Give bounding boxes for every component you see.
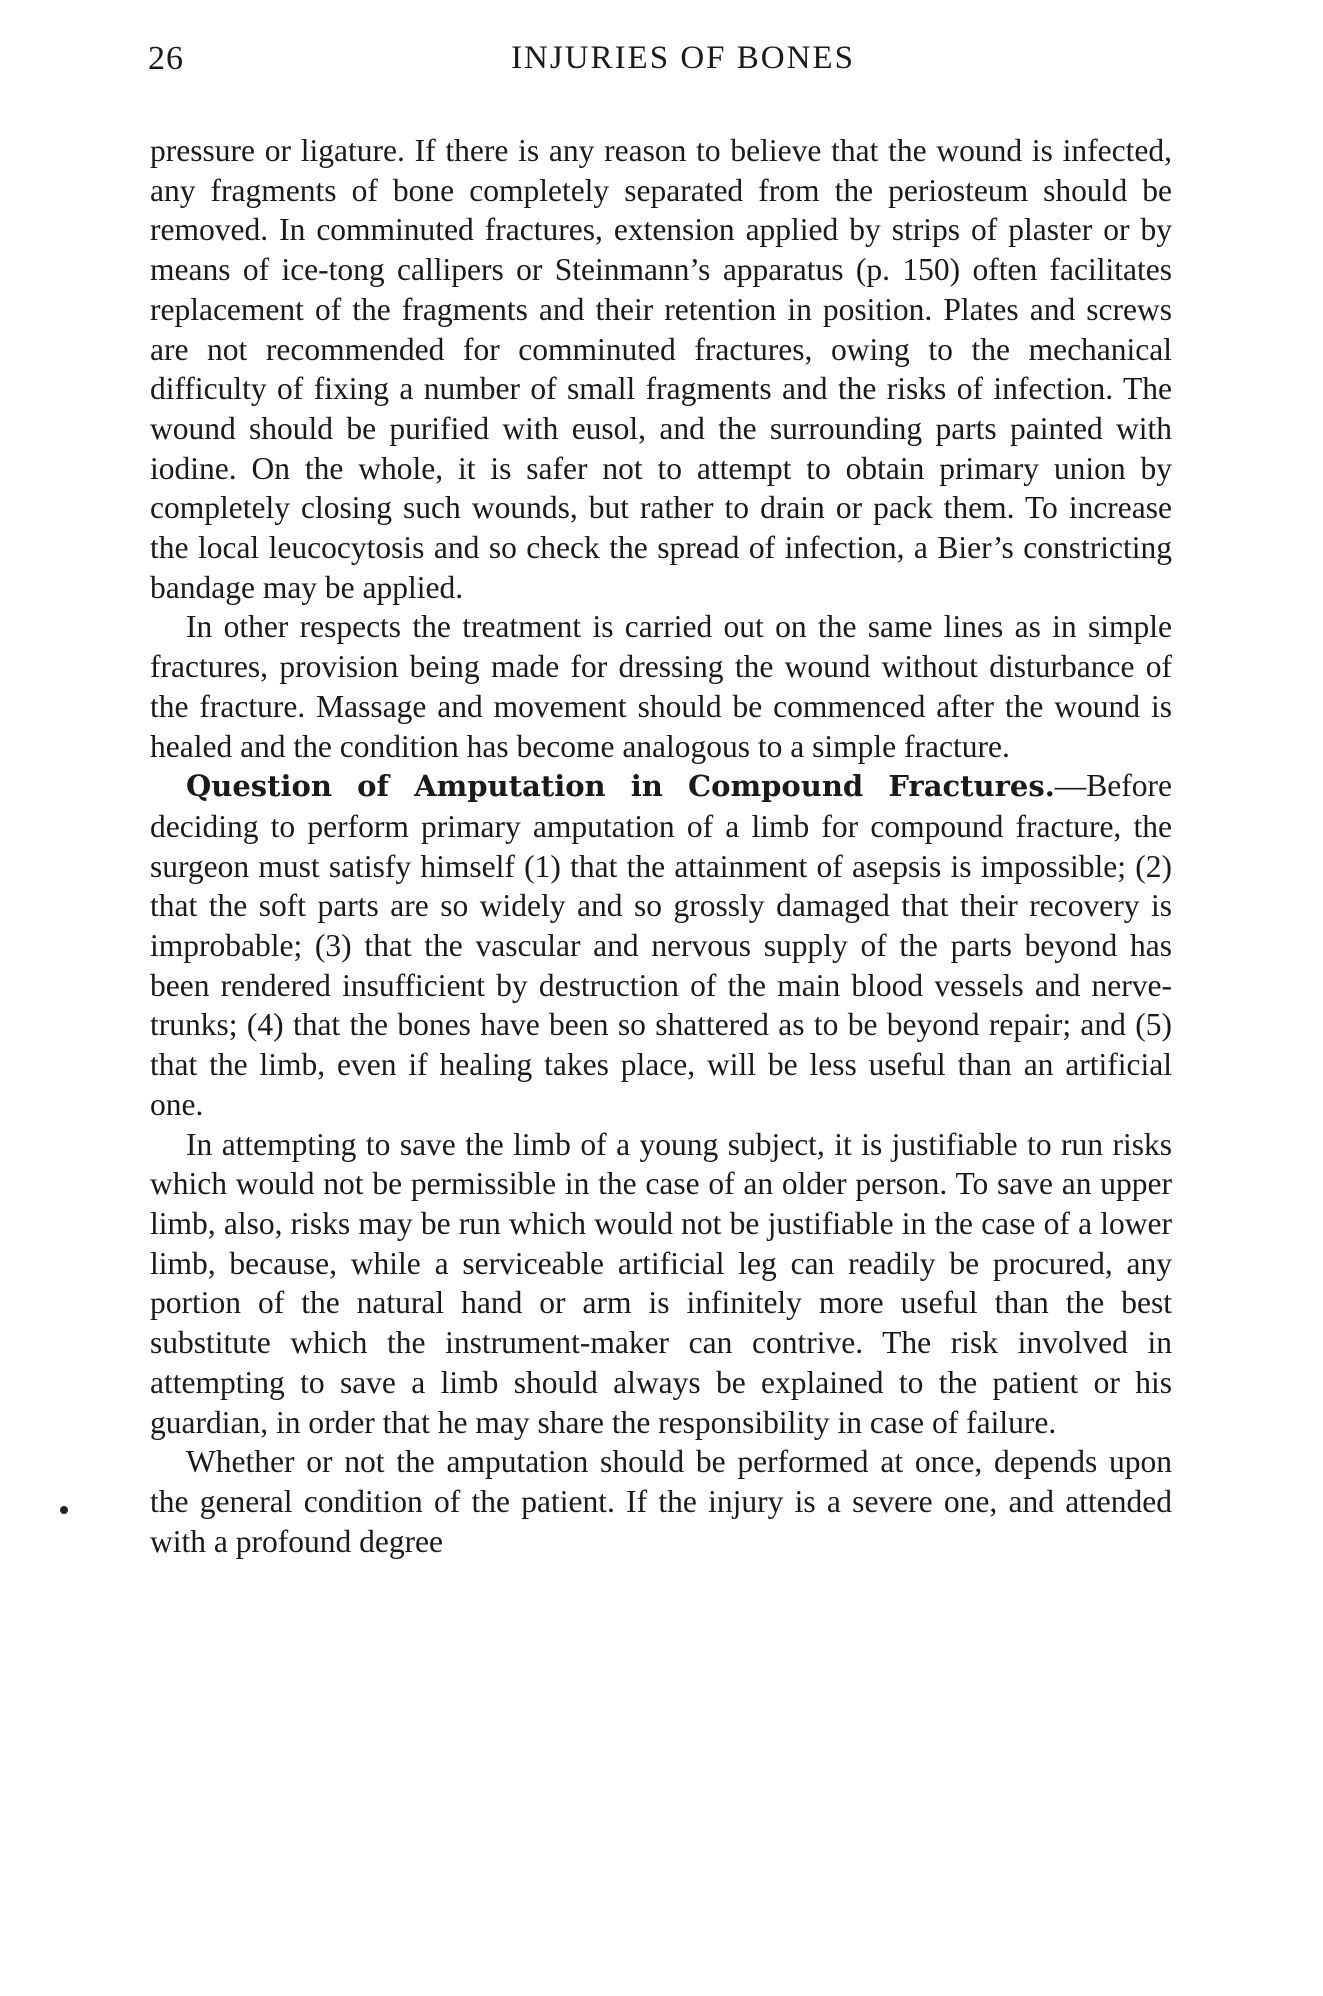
body-text [150, 131, 1172, 1561]
paragraph-amputation [150, 766, 1172, 1124]
section-heading: Question of Amputation in Compound Fractures. [186, 769, 1055, 804]
page-header [148, 40, 1178, 90]
paragraph-text: In attempting to save the limb of a young subject, it is justifiable to run risks which would not be permissible in the case of an older person. To save an upper limb, also, risks may be run which would not be justifiable in the case of a lower limb, because, while a serviceable artificial leg can readily be procured, any portion of the natural hand or arm is infinitely more useful than the best substitute which the instrument-maker can contrive. The risk involved in attempting to save a limb should always be explained to the patient or his guardian, in order that he may share the responsibility in case of failure. [150, 1126, 1172, 1440]
paragraph-text: pressure or ligature. If there is any reason to believe that the wound is infected, any fragments of bone completely separated from the periosteum should be removed. In comminuted fractures, extension applied by strips of plaster or by means of ice-tong callipers or Steinmann’s apparatus (p. 150) often facilitates replacement of the fragments and their retention in position. Plates and screws are not recommended for comminuted fractures, owing to the mechanical difficulty of fixing a number of small fragments and the risks of infection. The wound should be purified with eusol, and the surrounding parts painted with iodine. On the whole, it is safer not to attempt to obtain primary union by completely closing such wounds, but rather to drain or pack them. To increase the local leucocytosis and so check the spread of infection, a Bier’s constricting bandage may be applied. [150, 133, 1172, 605]
paragraph [150, 1442, 1172, 1561]
page-number: 26 [148, 40, 184, 77]
paragraph-text: In other respects the treatment is carried out on the same lines as in simple fractures, provision being made for dressing the wound without disturbance of the fracture. Massage and movement should be commenced after the wound is healed and the condition has become analogous to a simple fracture. [150, 609, 1172, 764]
paragraph [150, 607, 1172, 766]
running-head: INJURIES OF BONES [511, 40, 855, 76]
paragraph-text: —Before deciding to perform primary amputation of a limb for compound fracture, the surgeon must satisfy himself (1) that the attainment of asepsis is impossible; (2) that the soft parts are so widely and so grossly damaged that their recovery is improbable; (3) that the vascular and nervous supply of the parts beyond has been rendered insufficient by destruction of the main blood vessels and nerve-trunks; (4) that the bones have been so shattered as to be beyond repair; and (5) that the limb, even if healing takes place, will be less useful than an artificial one. [150, 768, 1172, 1122]
paragraph-text: Whether or not the amputation should be performed at once, depends upon the general condition of the patient. If the injury is a severe one, and attended with a profound degree [150, 1444, 1172, 1559]
paragraph-continuation [150, 131, 1172, 607]
margin-dot [60, 1506, 68, 1514]
paragraph [150, 1125, 1172, 1443]
